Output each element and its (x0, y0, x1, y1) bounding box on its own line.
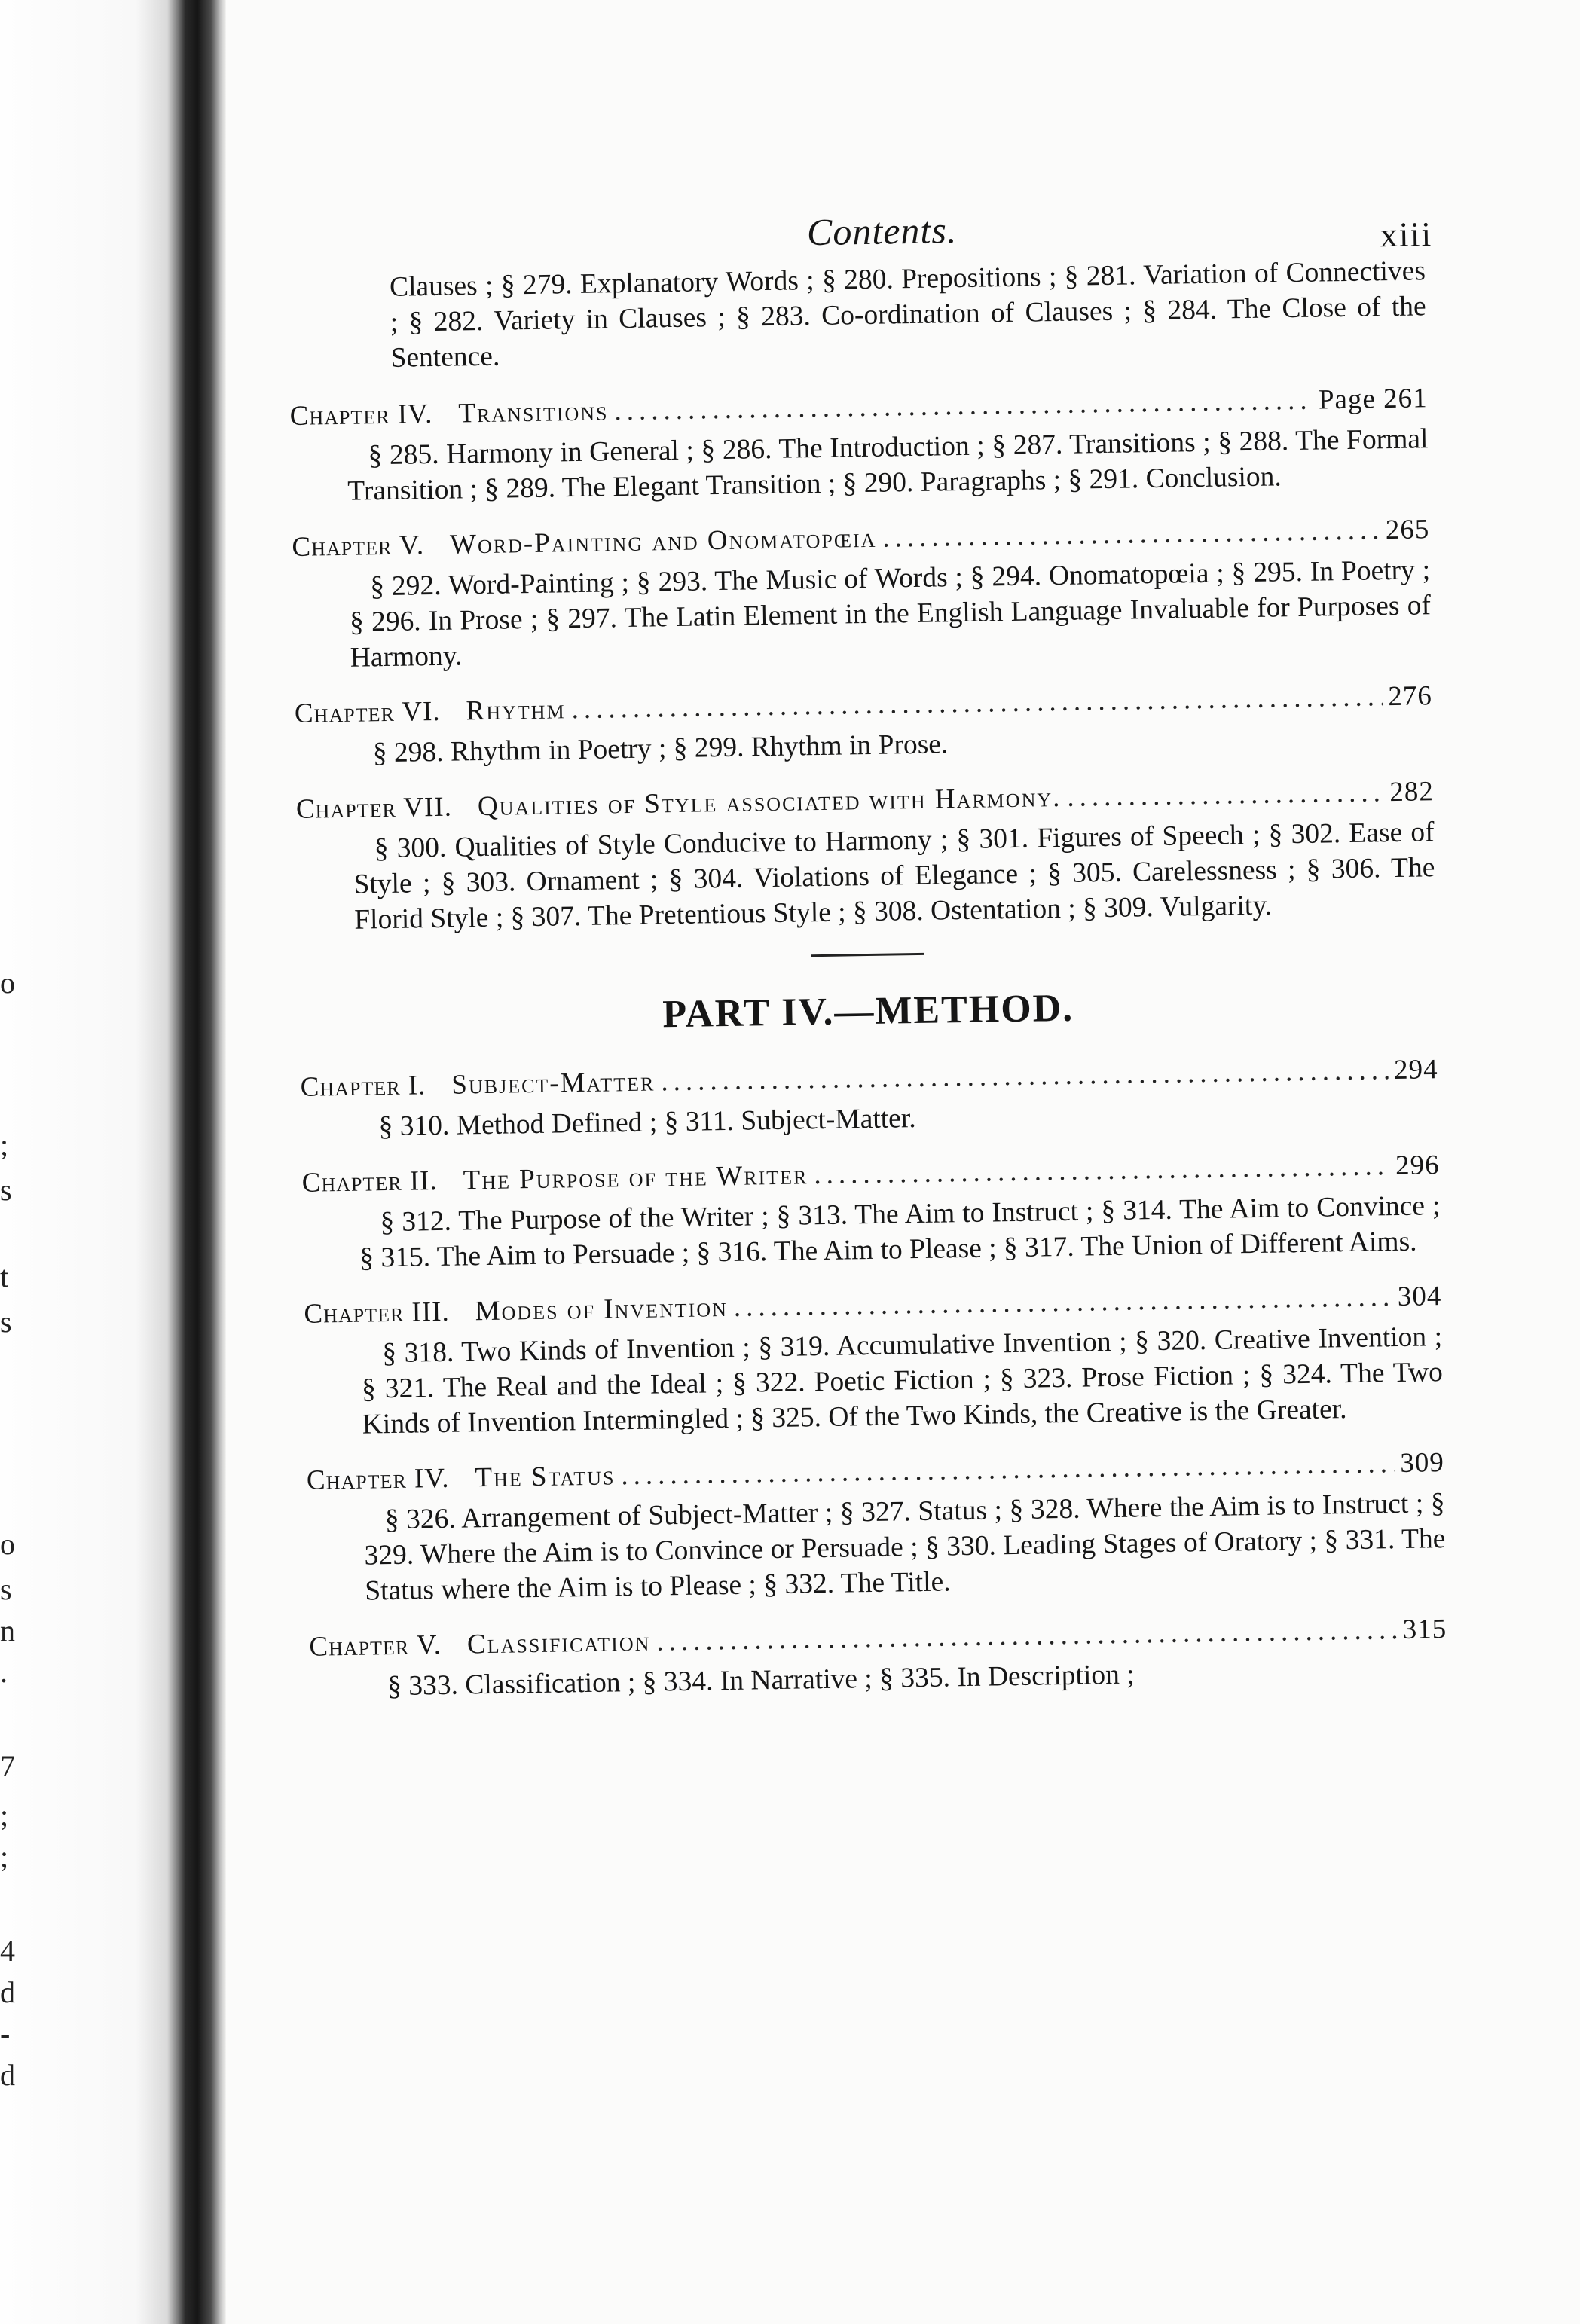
toc-entry (289, 380, 1429, 510)
toc-entry (301, 1147, 1441, 1277)
chapter-title: The Status (475, 1460, 616, 1494)
toc-entry (295, 678, 1433, 772)
chapter-title: Qualities of Style associated with Harmony. (477, 781, 1062, 823)
fragment: ; (0, 1128, 9, 1162)
dot-leader (882, 512, 1380, 556)
running-head-title: Contents. (806, 209, 958, 254)
toc-entry (296, 774, 1436, 939)
chapter-page-ref: 294 (1393, 1054, 1438, 1086)
facing-page-fragments (0, 0, 30, 2324)
fragment: ; (0, 1798, 9, 1832)
chapter-title: Subject-Matter (451, 1066, 656, 1101)
fragment: . (0, 1655, 8, 1689)
chapter-sections: § 292. Word-Painting ; § 293. The Music of Words ; § 294. Onomatopœia ; § 295. In Poetry ; § 296. In Prose ; § 297. The Latin Element in the English Language Invaluable for Purposes of Harmony. (349, 554, 1432, 673)
chapter-page-ref: 309 (1399, 1447, 1445, 1479)
fragment: s (0, 1173, 12, 1207)
chapter-sections: § 318. Two Kinds of Invention ; § 319. Accumulative Invention ; § 320. Creative Invention ; § 321. The Real and the Ideal ; § 322. Poetic Fiction ; § 323. Prose Fiction ; § 324. The Two Kinds of Invention Intermingled ; § 325. Of the Two Kinds, the Creative is the Greater. (361, 1321, 1444, 1440)
dot-leader (656, 1612, 1397, 1660)
dot-leader (614, 383, 1313, 430)
chapter-sections: § 285. Harmony in General ; § 286. The Introduction ; § 287. Transitions ; § 288. The Formal Transition ; § 289. The Elegant Transition ; § 290. Paragraphs ; § 291. Conclusion. (347, 423, 1429, 507)
chapter-page-ref: 282 (1389, 776, 1435, 808)
section-divider (811, 953, 924, 957)
fragment: n (0, 1614, 15, 1648)
chapter-number: Chapter IV. (306, 1462, 450, 1496)
chapter-page-ref: 315 (1402, 1614, 1447, 1645)
fragment: 4 (0, 1934, 15, 1968)
toc-entry (304, 1278, 1444, 1443)
chapter-number: Chapter V. (309, 1629, 442, 1663)
chapter-title: Word-Painting and Onomatopœia (449, 522, 877, 560)
page-number: xiii (1380, 215, 1433, 255)
chapter-page-ref: 276 (1387, 680, 1433, 713)
fragment: d (0, 1975, 15, 2009)
chapter-number: Chapter IV. (289, 398, 433, 432)
contents-page (286, 170, 1448, 1724)
toc-entry (300, 1052, 1438, 1146)
fragment: 7 (0, 1749, 15, 1783)
dot-leader (733, 1279, 1392, 1326)
part-heading: PART IV.—METHOD. (662, 986, 1074, 1037)
chapter-sections: § 326. Arrangement of Subject-Matter ; § 327. Status ; § 328. Where the Aim is to Instruct ; § 329. Where the Aim is to Convince or Persuade ; § 330. Leading Stages of Oratory ; § 331. The Status where the Aim is to Please ; § 332. The Title. (364, 1488, 1446, 1607)
continuation-sections: Clauses ; § 279. Explanatory Words ; § 280. Prepositions ; § 281. Variation of Connectives ; § 282. Variety in Clauses ; § 283. Co-ordination of Clauses ; § 284. The Close of the Sentence. (389, 255, 1426, 374)
dot-leader (621, 1446, 1395, 1494)
binding-gutter (0, 0, 226, 2324)
fragment: s (0, 1572, 12, 1606)
fragment: t (0, 1260, 9, 1293)
fragment: d (0, 2058, 15, 2092)
chapter-sections: § 298. Rhythm in Poetry ; § 299. Rhythm in Prose. (372, 728, 949, 769)
dot-leader (661, 1052, 1388, 1100)
chapter-page-ref: 265 (1385, 514, 1430, 546)
chapter-title: Modes of Invention (475, 1291, 729, 1327)
chapter-page-ref: Page 261 (1318, 383, 1428, 416)
chapter-sections: § 310. Method Defined ; § 311. Subject-Matter. (378, 1103, 916, 1143)
chapter-sections: § 300. Qualities of Style Conducive to Harmony ; § 301. Figures of Speech ; § 302. Ease of Style ; § 303. Ornament ; § 304. Violations of Elegance ; § 305. Carelessness ; § 306. The Florid Style ; § 307. The Pretentious Style ; § 308. Ostentation ; § 309. Vulgarity. (353, 817, 1435, 936)
chapter-title: Rhythm (466, 694, 566, 727)
chapter-sections: § 333. Classification ; § 334. In Narrative ; § 335. In Description ; (387, 1659, 1135, 1703)
chapter-number: Chapter VI. (294, 695, 441, 729)
dot-leader (814, 1148, 1390, 1193)
toc-entry (292, 512, 1432, 676)
dot-leader (571, 679, 1382, 728)
chapter-number: Chapter III. (304, 1296, 451, 1330)
chapter-number: Chapter I. (300, 1070, 426, 1103)
toc-entry (307, 1445, 1447, 1610)
fragment: s (0, 1305, 12, 1339)
chapter-page-ref: 296 (1395, 1150, 1440, 1182)
fragment: o (0, 1527, 15, 1561)
fragment: ; (0, 1840, 9, 1874)
chapter-title: Classification (466, 1626, 651, 1660)
toc-entry (309, 1611, 1447, 1706)
chapter-number: Chapter V. (292, 530, 425, 563)
fragment: o (0, 966, 15, 1000)
chapter-sections: § 312. The Purpose of the Writer ; § 313. The Aim to Instruct ; § 314. The Aim to Convince ; § 315. The Aim to Persuade ; § 316. The Aim to Please ; § 317. The Union of Different Aims. (359, 1190, 1441, 1274)
chapter-number: Chapter VII. (295, 791, 453, 825)
fragment: - (0, 2017, 11, 2051)
chapter-page-ref: 304 (1397, 1281, 1442, 1313)
chapter-title: The Purpose of the Writer (463, 1159, 808, 1196)
chapter-number: Chapter II. (301, 1165, 438, 1199)
chapter-title: Transitions (457, 395, 609, 429)
dot-leader (1067, 774, 1384, 816)
